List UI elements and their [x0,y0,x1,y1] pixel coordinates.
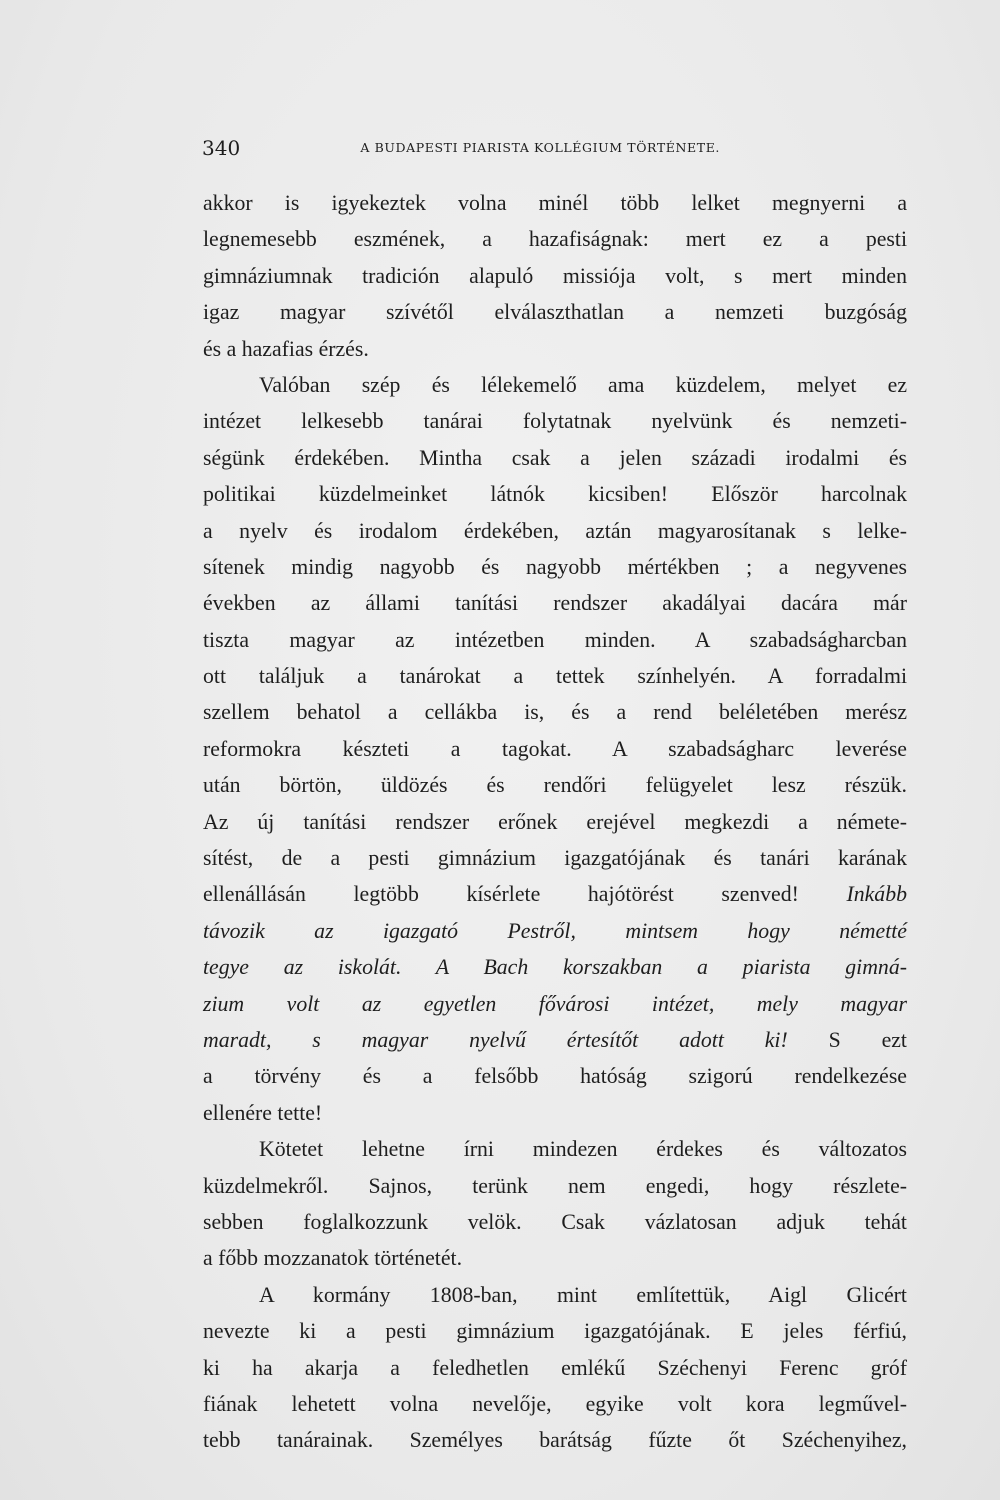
text-line [203,585,907,621]
italic-text-segment: Inkább [846,882,907,907]
text-line [203,367,907,403]
text-line [203,1168,907,1204]
page-number: 340 [202,136,241,160]
text-segment: ségünk érdekében. Mintha csak a jelen századi irodalmi és [203,445,907,470]
text-segment: intézet lelkesebb tanárai folytatnak nyelvünk és nemzeti- [203,409,907,434]
text-line [203,731,907,767]
text-segment: szellem behatol a cellákba is, és a rend beléletében merész [203,700,907,725]
text-segment: gimnáziumnak tradición alapuló missiója volt, s mert minden [203,263,907,288]
text-segment: a nyelv és irodalom érdekében, aztán magyarosítanak s lelke- [203,518,907,543]
text-line [203,1240,907,1276]
text-line [203,1422,907,1458]
text-segment: Valóban szép és lélekemelő ama küzdelem, melyet ez [259,372,907,397]
text-line [203,949,907,985]
text-line [203,258,907,294]
text-segment: legnemesebb eszmének, a hazafiságnak: mert ez a pesti [203,227,907,252]
text-line [203,1350,907,1386]
text-line [203,767,907,803]
text-segment: sítenek mindig nagyobb és nagyobb mértékben ; a negyvenes [203,554,907,579]
text-line [203,185,907,221]
text-segment: után börtön, üldözés és rendőri felügyelet lesz részük. [203,773,907,798]
text-line [203,876,907,912]
text-segment: A kormány 1808-ban, mint említettük, Aigl Glicért [259,1282,907,1307]
text-segment: igaz magyar szívétől elválaszthatlan a nemzeti buzgóság [203,300,907,325]
text-line [203,294,907,330]
page-header [202,136,720,158]
text-line [203,440,907,476]
italic-text-segment: maradt, s magyar nyelvű értesítőt adott ki! [203,1027,788,1052]
text-line [203,476,907,512]
text-segment: években az állami tanítási rendszer akadályai dacára már [203,591,907,616]
text-line [203,221,907,257]
text-segment: küzdelmekről. Sajnos, terünk nem engedi, hogy részlete- [203,1173,907,1198]
text-line [203,331,907,367]
text-line [203,804,907,840]
text-line [203,513,907,549]
text-line [203,1131,907,1167]
text-line [203,840,907,876]
text-segment: a főbb mozzanatok történetét. [203,1246,463,1271]
text-segment: Kötetet lehetne írni mindezen érdekes és változatos [259,1137,907,1162]
text-segment: sebben foglalkozzunk velök. Csak vázlatosan adjuk tehát [203,1209,907,1234]
italic-text-segment: tegye az iskolát. A Bach korszakban a piarista gimná- [203,955,907,980]
text-segment: S ezt [787,1027,907,1052]
text-line [203,403,907,439]
text-line [203,1313,907,1349]
running-head: A BUDAPESTI PIARISTA KOLLÉGIUM TÖRTÉNETE. [360,140,720,155]
text-segment: nevezte ki a pesti gimnázium igazgatójának. E jeles férfiú, [203,1319,907,1344]
text-segment: tiszta magyar az intézetben minden. A szabadságharcban [203,627,907,652]
text-segment: a törvény és a felsőbb hatóság szigorú rendelkezése [203,1064,907,1089]
text-segment: politikai küzdelmeinket látnók kicsiben! Először harcolnak [203,482,907,507]
text-line [203,1386,907,1422]
text-segment: reformokra készteti a tagokat. A szabadságharc leverése [203,736,907,761]
text-line [203,1095,907,1131]
italic-text-segment: zium volt az egyetlen fővárosi intézet, mely magyar [203,991,907,1016]
text-line [203,986,907,1022]
italic-text-segment: távozik az igazgató Pestről, mintsem hogy németté [203,918,907,943]
text-line [203,622,907,658]
text-line [203,694,907,730]
text-line [203,1058,907,1094]
text-segment: tebb tanárainak. Személyes barátság fűzte őt Széchenyihez, [203,1428,907,1453]
body-text [203,185,907,1459]
text-segment: sítést, de a pesti gimnázium igazgatójának és tanári karának [203,846,907,871]
text-segment: fiának lehetett volna nevelője, egyike volt kora legművel- [203,1391,907,1416]
text-segment: Az új tanítási rendszer erőnek erejével megkezdi a némete- [203,809,907,834]
text-line [203,1022,907,1058]
text-line [203,549,907,585]
text-line [203,1277,907,1313]
text-line [203,913,907,949]
text-segment: ellenére tette! [203,1100,323,1125]
text-segment: ki ha akarja a feledhetlen emlékű Széchenyi Ferenc gróf [203,1355,907,1380]
text-segment: ellenállásán legtöbb kísérlete hajótörést szenved! [203,882,847,907]
text-segment: és a hazafias érzés. [203,336,369,361]
text-segment: akkor is igyekeztek volna minél több lelket megnyerni a [203,191,907,215]
text-segment: ott találjuk a tanárokat a tettek színhelyén. A forradalmi [203,664,907,689]
text-line [203,658,907,694]
text-line [203,1204,907,1240]
